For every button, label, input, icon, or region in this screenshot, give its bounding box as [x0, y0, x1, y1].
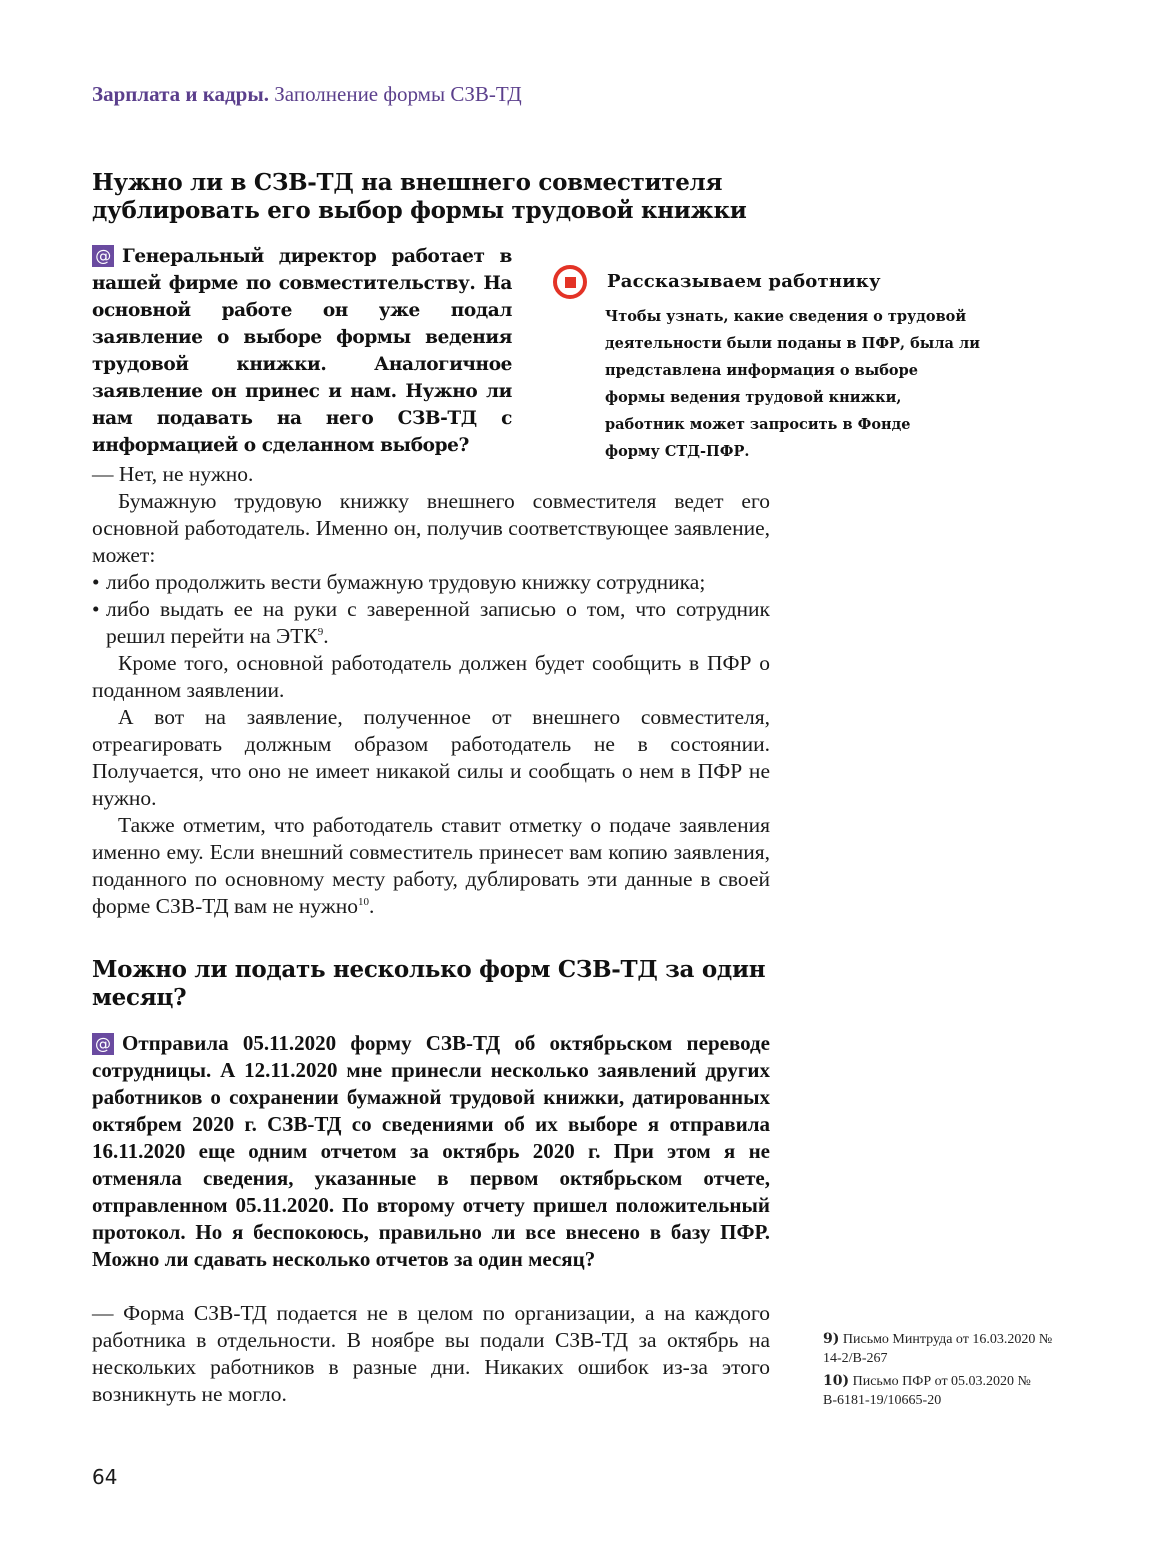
article2-heading: Можно ли подать несколько форм СЗВ-ТД за один месяц? — [92, 956, 766, 1011]
footnotes — [823, 1330, 1063, 1414]
article2-question-text: Отправила 05.11.2020 форму СЗВ-ТД об октябрьском переводе сотрудницы. А 12.11.2020 мне принесли несколько заявлений других работников о сохранении бумажной трудовой книжки, датированных октябрем 2020 г. СЗВ-ТД со сведениями об их выборе я отправила 16.11.2020 еще одним отчетом за октябрь 2020 г. При этом я не отменяла сведения, указанные в первом октябрьском отчете, отправленном 05.11.2020. По второму отчету пришел положительный протокол. Но я беспокоюсь, правильно ли все внесено в базу ПФР. Можно ли сдавать несколько отчетов за один месяц? — [92, 1031, 770, 1271]
article1-question — [92, 243, 512, 459]
sidebar-text — [605, 303, 995, 465]
paragraph: А вот на заявление, полученное от внешнего совместителя, отреагировать должным образом работодатель не в состоянии. Получается, что оно не имеет никакой силы и сообщать о нем в ПФР не нужно. — [92, 705, 770, 810]
running-head-section: Зарплата и кадры. — [92, 82, 270, 106]
answer-text: — Форма СЗВ-ТД подается не в целом по организации, а на каждого работника в отдельности. В ноябре вы подали СЗВ-ТД за октябрь на нескольких работников в разные дни. Никаких ошибок из-за этого возникнуть не могло. — [92, 1301, 770, 1406]
footnote-text: Письмо Минтруда от 16.03.2020 № 14-2/В-267 — [823, 1332, 1053, 1366]
article1-heading: Нужно ли в СЗВ-ТД на внешнего совместителя дублировать его выбор формы трудовой книжки — [92, 169, 747, 224]
article1-answer — [92, 461, 770, 920]
sidebar-line: Чтобы узнать, какие сведения о трудовой — [605, 308, 967, 325]
at-question-icon: @ — [92, 245, 114, 267]
footnote-number: 9) — [823, 1331, 840, 1347]
footnote-text: Письмо ПФР от 05.03.2020 № В-6181-19/10665-20 — [823, 1374, 1031, 1408]
sidebar-line: деятельности были поданы в ПФР, была ли — [605, 335, 980, 352]
bullet-item: • либо выдать ее на руки с заверенной записью о том, что сотрудник решил перейти на ЭТК$^9$. — [92, 596, 770, 650]
footnote-9 — [823, 1330, 1063, 1368]
paragraph: Бумажную трудовую книжку внешнего совместителя ведет его основной работодатель. Именно он, получив соответствующее заявление, может: — [92, 489, 770, 567]
sidebar-line: представлена информация о выборе — [605, 362, 918, 379]
page-number: 64 — [92, 1465, 118, 1489]
article1-question-text: Генеральный директор работает в нашей фирме по совместительству. На основной работе он уже подал заявление о выборе формы ведения трудовой книжки. Аналогичное заявление он принес и нам. Нужно ли нам подавать на него СЗВ-ТД с информацией о сделанном выборе? — [92, 246, 512, 456]
footnote-number: 10) — [823, 1373, 850, 1389]
sidebar-title: Рассказываем работнику — [607, 271, 881, 292]
running-head — [92, 82, 522, 107]
bullet-item: • либо продолжить вести бумажную трудовую книжку сотрудника; — [92, 569, 770, 596]
stop-circle-icon — [553, 265, 587, 299]
footnote-ref[interactable]: 9 — [317, 626, 324, 638]
running-head-title: Заполнение формы СЗВ-ТД — [274, 82, 522, 106]
footnote-10 — [823, 1372, 1063, 1410]
article2-answer — [92, 1300, 770, 1408]
paragraph-text: Также отметим, что работодатель ставит отметку о подаче заявления именно ему. Если внешний совместитель принесет вам копию заявления, поданного по основному месту работу, дублировать эти данные в своей форме СЗВ-ТД вам не нужно — [92, 813, 770, 918]
at-question-icon: @ — [92, 1033, 114, 1055]
sidebar-line: работник может запросить в Фонде — [605, 416, 911, 433]
paragraph: Кроме того, основной работодатель должен будет сообщить в ПФР о поданном заявлении. — [92, 651, 770, 702]
bullet-text: либо выдать ее на руки с заверенной записью о том, что сотрудник решил перейти на ЭТК — [106, 597, 770, 648]
answer-short: — Нет, не нужно. — [92, 462, 254, 486]
footnote-ref[interactable]: 10 — [357, 896, 369, 908]
sidebar-line: форму СТД-ПФР. — [605, 443, 750, 460]
article2-question — [92, 1030, 770, 1273]
paragraph: Также отметим, что работодатель ставит отметку о подаче заявления именно ему. Если внешний совместитель принесет вам копию заявления, поданного по основному месту работу, дублировать эти данные в своей форме СЗВ-ТД вам не нужно$^{10}$. — [92, 813, 770, 918]
sidebar-line: формы ведения трудовой книжки, — [605, 389, 902, 406]
